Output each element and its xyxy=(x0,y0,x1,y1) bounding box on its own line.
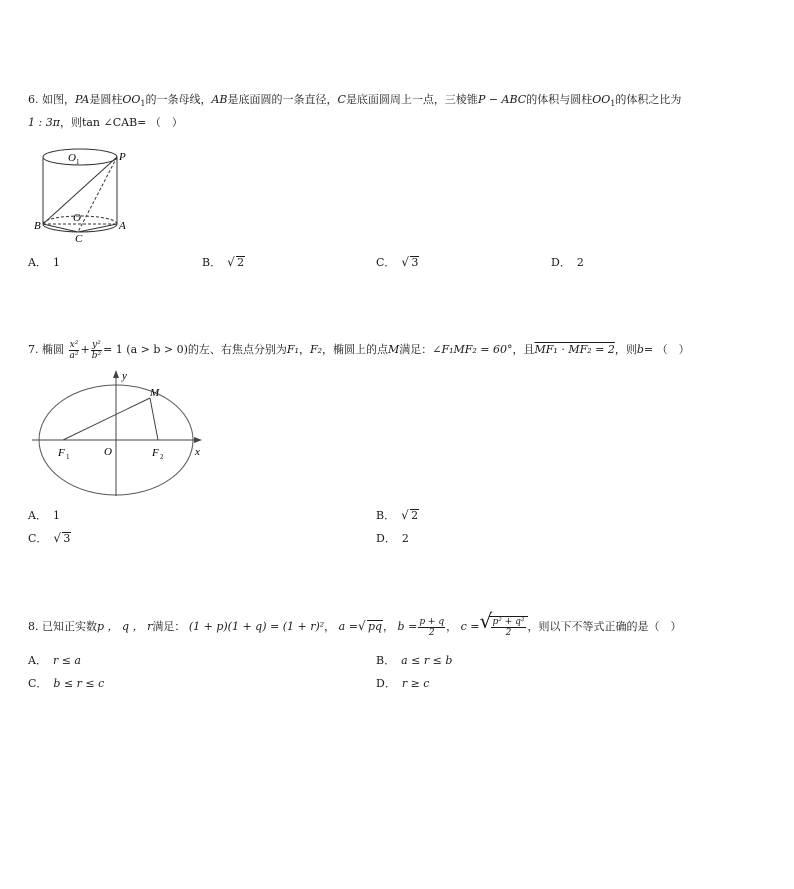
stem-text: 是底面圆周上一点，三棱锥 xyxy=(345,93,478,106)
q7-option-c[interactable]: C． √ 3 xyxy=(28,531,71,545)
math-ratio: 1 : 3π xyxy=(28,116,60,129)
stem-text: ，且 xyxy=(512,343,535,356)
math-dot-product: MF₁ · MF₂ = 2 xyxy=(534,343,615,356)
math-C: C xyxy=(337,93,346,106)
question-6-stem: 6. 如图，PA是圆柱$OO_1$的一条母线，AB是底面圆的一条直径，C是底面圆周上一点，三棱锥P − ABC的体积与圆柱$OO_1$的体积之比为 xyxy=(28,93,682,109)
math-condition: (1 + p)(1 + q) = (1 + r)² xyxy=(188,620,325,633)
segment-F1M xyxy=(63,398,150,440)
label-C: C xyxy=(75,233,83,245)
label-O1: O xyxy=(68,152,76,164)
stem-text: ，则 xyxy=(614,343,637,356)
q7-option-d[interactable]: D． 2 xyxy=(376,532,409,545)
stem-text: 的体积之比为 xyxy=(615,93,682,106)
math-P-ABC: P − ABC xyxy=(477,93,527,106)
label-F2: F xyxy=(152,447,159,459)
x-axis-arrow xyxy=(194,437,202,443)
stem-text: ，则以下不等式正确的是（ ） xyxy=(527,620,682,633)
math-a-radicand: pq xyxy=(367,620,383,633)
math-angle: ∠F₁MF₂ = 60° xyxy=(432,343,513,356)
q6-option-c[interactable]: C． √ 3 xyxy=(376,255,419,269)
ellipse-figure xyxy=(30,368,210,498)
stem-text: 的一条母线， xyxy=(145,93,212,106)
q7-option-b[interactable]: B． √ 2 xyxy=(376,508,419,522)
question-number: 8. xyxy=(28,620,39,633)
svg-text:2: 2 xyxy=(160,453,164,461)
math-F2: F₂ xyxy=(309,343,322,356)
math-vars: p ， q ， r xyxy=(97,620,153,633)
segment-PC xyxy=(78,157,117,232)
stem-text: 满足： xyxy=(152,620,186,633)
question-6-stem-line2 xyxy=(28,115,183,131)
math-M: M xyxy=(387,343,400,356)
stem-text: 是底面圆的一条直径， xyxy=(227,93,338,106)
stem-text: ，椭圆上的点 xyxy=(321,343,388,356)
fraction-x2-a2: $\frac{\text{x²}}{\text{a²}}$ xyxy=(69,339,79,361)
label-B: B xyxy=(34,220,41,232)
label-x: x xyxy=(195,446,200,458)
label-P: P xyxy=(119,151,126,163)
stem-text: ，则 xyxy=(59,116,82,129)
q6-option-d[interactable]: D． 2 xyxy=(551,256,584,269)
label-y: y xyxy=(122,370,127,382)
math-AB: AB xyxy=(211,93,228,106)
question-8-stem: 8. 已知正实数p ， q ， r满足： (1 + p)(1 + q) = (1 + r)²， a = √ pq， b = $\frac{p + q}{2}$ ， c = √ $\frac{\text{p² + q²}}{2}$ ，则以下不等式正确的是（ ） xyxy=(28,609,682,638)
label-A: A xyxy=(119,220,126,232)
stem-text: 满足： xyxy=(399,343,433,356)
svg-text:1: 1 xyxy=(76,158,80,166)
cylinder-top-ellipse xyxy=(43,149,117,165)
fraction-y2-b2: $\frac{\text{y²}}{\text{b²}}$ xyxy=(91,339,102,361)
fraction-b: $\frac{p + q}{2}$ xyxy=(419,616,445,638)
stem-text: = （ ） xyxy=(137,116,183,129)
math-a-eq: a = xyxy=(338,620,358,633)
label-M: M xyxy=(150,387,160,399)
question-number: 6. xyxy=(28,93,39,106)
stem-text: 的左、右焦点分别为 xyxy=(187,343,287,356)
stem-text: 椭圆 xyxy=(42,343,64,356)
cylinder-figure xyxy=(30,140,135,245)
label-F1: F xyxy=(58,447,65,459)
segment-MF2 xyxy=(150,398,158,440)
math-tan: tan ∠CAB xyxy=(81,116,138,129)
math-PA: PA xyxy=(75,93,90,106)
y-axis-arrow xyxy=(113,370,119,378)
svg-text:1: 1 xyxy=(66,453,70,461)
q8-option-a[interactable]: A． r ≤ a xyxy=(28,654,81,667)
stem-text: 是圆柱 xyxy=(89,93,123,106)
math-b-eq: b = xyxy=(397,620,418,633)
label-O: O xyxy=(104,446,112,458)
stem-text: = （ ） xyxy=(643,343,690,356)
math-b: b xyxy=(636,343,644,356)
math-F1: F₁ xyxy=(286,343,299,356)
q8-option-b[interactable]: B． a ≤ r ≤ b xyxy=(376,654,453,667)
math-eq: = 1 (a > b > 0) xyxy=(103,343,188,356)
stem-text: 如图， xyxy=(42,93,75,106)
stem-text: 已知正实数 xyxy=(42,620,97,633)
q8-option-c[interactable]: C． b ≤ r ≤ c xyxy=(28,677,105,690)
math-c-eq: c = xyxy=(460,620,480,633)
math-OO1: OO xyxy=(122,93,141,106)
q6-option-b[interactable]: B． √ 2 xyxy=(202,255,245,269)
math-OO1: OO xyxy=(592,93,611,106)
stem-text: 的体积与圆柱 xyxy=(526,93,593,106)
q7-option-a[interactable]: A． 1 xyxy=(28,509,60,522)
question-number: 7. xyxy=(28,343,39,356)
fraction-c: $\frac{\text{p² + q²}}{2}$ xyxy=(492,616,525,638)
label-O: O xyxy=(73,212,81,224)
q8-option-d[interactable]: D． r ≥ c xyxy=(376,677,430,690)
q6-option-a[interactable]: A． 1 xyxy=(28,256,60,269)
question-7-stem: 7. 椭圆 $\frac{\text{x²}}{\text{a²}}$ + $\frac{\text{y²}}{\text{b²}}$ = 1 (a > b > 0)的左、右焦点分别为F₁，F₂，椭圆上的点M满足：∠F₁MF₂ = 60°，且MF₁ · MF₂ = 2，则b= （ ） xyxy=(28,339,690,361)
